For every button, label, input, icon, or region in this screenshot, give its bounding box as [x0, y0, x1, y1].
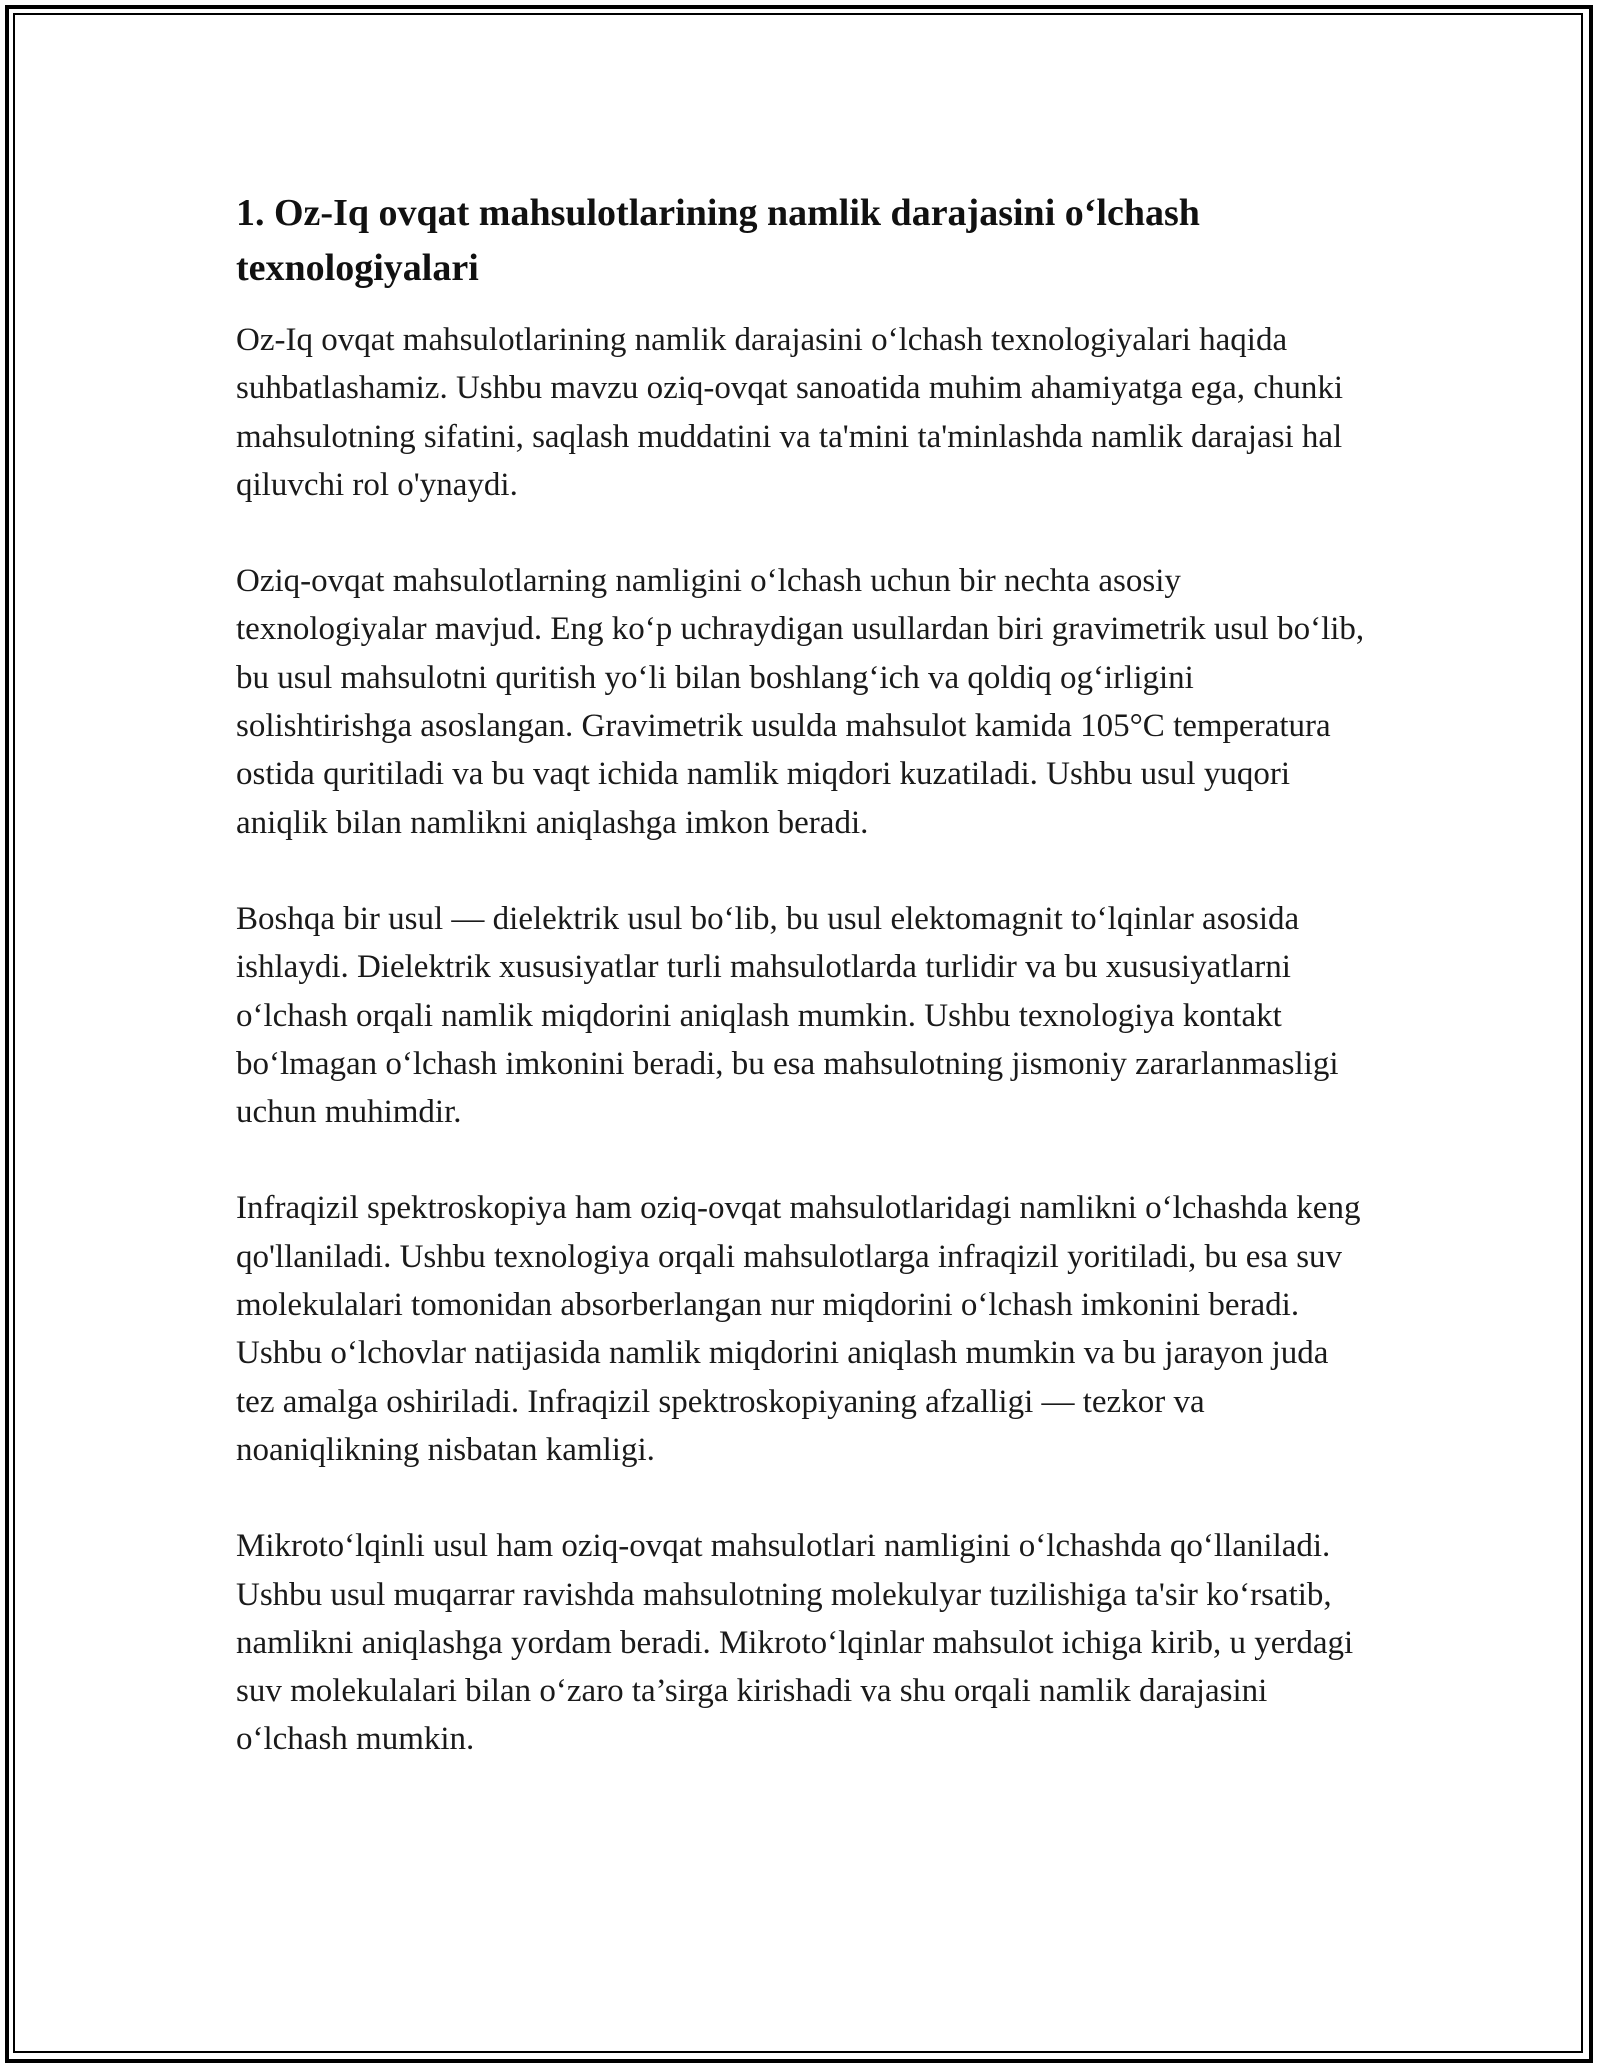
paragraph-intro: Oz-Iq ovqat mahsulotlarining namlik darajasini o‘lchash texnologiyalari haqida suhbatlashamiz. Ushbu mavzu oziq-ovqat sanoatida muhim ahamiyatga ega, chunki mahsulotning sifatini, saqlash muddatini va ta'mini ta'minlashda namlik darajasi hal qiluvchi rol o'ynaydi. [236, 322, 1344, 503]
paragraph-infrared: Infraqizil spektroskopiya ham oziq-ovqat mahsulotlaridagi namlikni o‘lchashda keng qo'llaniladi. Ushbu texnologiya orqali mahsulotlarga infraqizil yoritiladi, bu esa suv molekulalari tomonidan absorberlangan nur miqdorini o‘lchash imkonini beradi. Ushbu o‘lchovlar natijasida namlik miqdorini aniqlash mumkin va bu jarayon juda tez amalga oshiriladi. Infraqizil spektroskopiyaning afzalligi — tezkor va noaniqlikning nisbatan kamligi. [236, 1190, 1361, 1468]
paragraph-microwave: Mikroto‘lqinli usul ham oziq-ovqat mahsulotlari namligini o‘lchashda qo‘llaniladi. Ushbu usul muqarrar ravishda mahsulotning molekulyar tuzilishiga ta'sir ko‘rsatib, namlikni aniqlashga yordam beradi. Mikroto‘lqinlar mahsulot ichiga kirib, u yerdagi suv molekulalari bilan o‘zaro ta’sirga kirishadi va shu orqali namlik darajasini o‘lchash mumkin. [236, 1528, 1354, 1758]
paragraph-dielectric: Boshqa bir usul — dielektrik usul bo‘lib, bu usul elektomagnit to‘lqinlar asosida ishlaydi. Dielektrik xususiyatlar turli mahsulotlarda turlidir va bu xususiyatlarni o‘lchash orqali namlik miqdorini aniqlash mumkin. Ushbu texnologiya kontakt bo‘lmagan o‘lchash imkonini beradi, bu esa mahsulotning jismoniy zararlanmasligi uchun muhimdir. [236, 900, 1339, 1131]
paragraph-gravimetric: Oziq-ovqat mahsulotlarning namligini o‘lchash uchun bir nechta asosiy texnologiyalar mavjud. Eng ko‘p uchraydigan usullardan biri gravimetrik usul bo‘lib, bu usul mahsulotni quritish yo‘li bilan boshlang‘ich va qoldiq og‘irligini solishtirishga asoslangan. Gravimetrik usulda mahsulot kamida 105°C temperatura ostida quritiladi va bu vaqt ichida namlik miqdori kuzatiladi. Ushbu usul yuqori aniqlik bilan namlikni aniqlashga imkon beradi. [236, 563, 1365, 841]
section-heading: 1. Oz-Iq ovqat mahsulotlarining namlik darajasini o‘lchash texnologiyalari [236, 192, 1200, 289]
document-body [236, 186, 1366, 1812]
